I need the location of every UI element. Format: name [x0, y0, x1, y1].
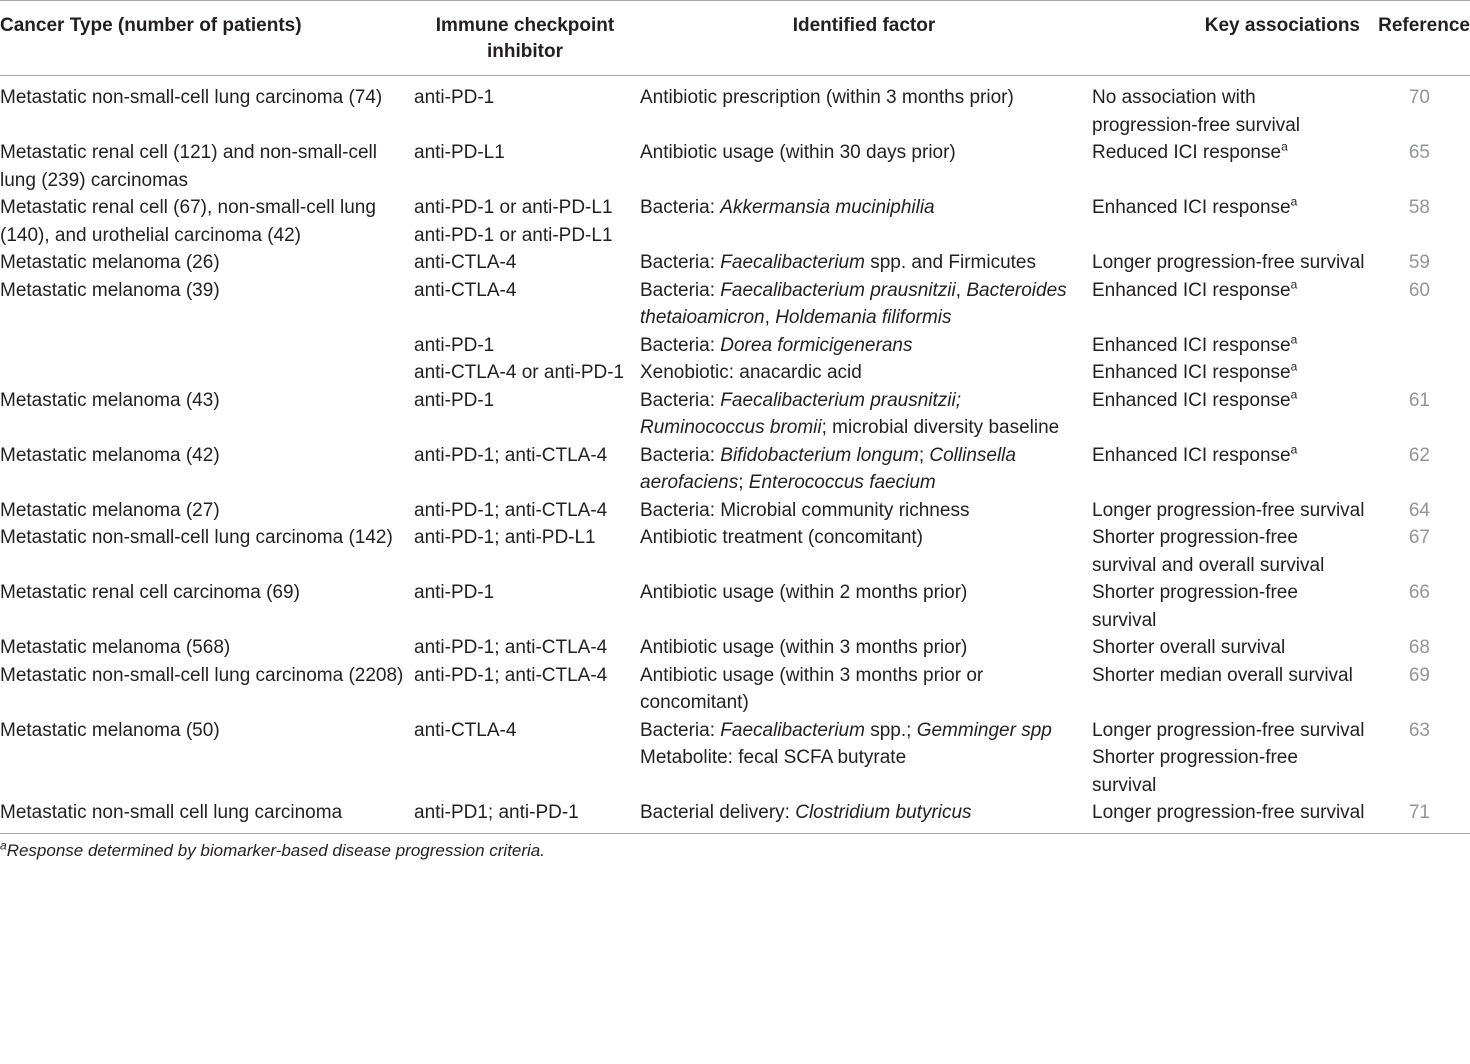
footnote-marker: a: [1290, 442, 1298, 457]
factor-species: Faecalibacterium: [720, 719, 865, 741]
header-inhibitor: Immune checkpoint inhibitor: [410, 1, 636, 76]
cell-reference: 59: [1408, 252, 1430, 273]
cell-factor: [636, 277, 1088, 332]
table-row: [0, 359, 1470, 387]
cell-reference: 68: [1408, 637, 1430, 658]
factor-suffix: spp. and Firmicutes: [864, 252, 1037, 273]
factor-species: Clostridium butyricus: [795, 802, 972, 823]
factor-species: Holdemania filiformis: [775, 307, 952, 328]
table-row: [0, 332, 1470, 360]
cell-cancer-type: Metastatic renal cell (67), non-small-cell lung (140), and urothelial carcinoma (42): [0, 197, 376, 246]
cell-inhibitor: anti-PD-1: [414, 582, 495, 603]
factor-suffix: ; microbial diversity baseline: [821, 417, 1060, 438]
association-text: Enhanced ICI response: [1092, 279, 1291, 301]
cell-association: [1088, 359, 1366, 387]
header-reference: Reference: [1366, 1, 1470, 76]
factor-separator: spp.;: [864, 719, 917, 741]
table-row: [0, 76, 1470, 140]
factor-prefix: Bacteria:: [640, 334, 721, 356]
cell-association: [1088, 332, 1366, 360]
cell-reference: 60: [1408, 279, 1430, 301]
factor-species: Enterococcus faecium: [748, 472, 936, 493]
factor-species: Faecalibacterium prausnitzii;: [720, 389, 962, 411]
factor-prefix: Bacteria:: [640, 252, 721, 273]
cell-cancer-type: [0, 332, 410, 360]
cell-association: Shorter median overall survival: [1092, 664, 1353, 686]
table-row: [0, 194, 1470, 249]
cell-factor: Antibiotic usage (within 3 months prior or concomitant): [640, 664, 984, 713]
table-row: [0, 662, 1470, 717]
cell-factor: Antibiotic treatment (concomitant): [640, 527, 924, 548]
factor-prefix: Bacterial delivery:: [640, 802, 796, 823]
association-text: Enhanced ICI response: [1092, 197, 1291, 218]
cell-reference: 58: [1408, 197, 1430, 218]
cell-factor: [636, 387, 1088, 442]
cell-cancer-type: Metastatic non-small cell lung carcinoma: [0, 799, 410, 833]
factor-species: Faecalibacterium prausnitzii: [720, 279, 956, 301]
cell-factor: [636, 717, 1088, 745]
cell-factor: Antibiotic usage (within 3 months prior): [640, 637, 968, 658]
cell-inhibitor: anti-PD-1; anti-CTLA-4: [414, 637, 608, 658]
cell-association: Shorter progression-free survival and overall survival: [1092, 527, 1325, 576]
cell-cancer-type: Metastatic non-small-cell lung carcinoma (142): [0, 527, 393, 548]
factor-species: Bacteroides thetaioamicron: [640, 279, 1067, 328]
cell-cancer-type: Metastatic melanoma (27): [0, 499, 220, 521]
cell-inhibitor: anti-PD-1: [414, 334, 495, 356]
cell-inhibitor: [410, 194, 636, 249]
table-row: [0, 634, 1470, 662]
factor-prefix: Bacteria:: [640, 719, 721, 741]
cell-reference: [1366, 744, 1470, 799]
footnote-marker: a: [0, 837, 7, 852]
cell-association: [1088, 277, 1366, 332]
factor-prefix: Bacteria:: [640, 197, 721, 218]
table-row: [0, 277, 1470, 332]
cell-cancer-type: Metastatic non-small-cell lung carcinoma (74): [0, 87, 383, 108]
factor-separator: ,: [955, 279, 967, 301]
cell-inhibitor: anti-PD-1; anti-CTLA-4: [414, 499, 608, 521]
factor-species: Bifidobacterium longum: [720, 444, 919, 466]
table-row: [0, 387, 1470, 442]
association-text: Enhanced ICI response: [1092, 334, 1291, 356]
cell-association: Longer progression-free survival: [1092, 499, 1365, 521]
cell-association: Shorter progression-free survival: [1092, 582, 1298, 631]
footnote-text: Response determined by biomarker-based disease progression criteria.: [6, 840, 545, 860]
table-row: [0, 744, 1470, 799]
association-text: Enhanced ICI response: [1092, 389, 1291, 411]
footnote-marker: a: [1290, 194, 1298, 209]
cell-cancer-type: Metastatic melanoma (26): [0, 252, 220, 273]
cell-association: [1088, 442, 1366, 497]
factor-species: Collinsella aerofaciens: [640, 444, 1016, 493]
cell-cancer-type: [0, 744, 410, 799]
cell-reference: 65: [1408, 142, 1430, 163]
footnote-marker: a: [1290, 387, 1298, 402]
factor-prefix: Bacteria:: [640, 279, 721, 301]
cell-inhibitor: anti-CTLA-4: [414, 252, 517, 273]
cell-cancer-type: Metastatic renal cell carcinoma (69): [0, 582, 300, 603]
cell-factor: Bacteria: Microbial community richness: [640, 499, 970, 521]
header-cancer-type: Cancer Type (number of patients): [0, 1, 410, 76]
footnote-marker: a: [1290, 332, 1298, 347]
cell-association: Shorter overall survival: [1092, 637, 1286, 658]
table-row: [0, 799, 1470, 833]
inhibitor-line: anti-PD-1 or anti-PD-L1: [414, 197, 613, 218]
cell-inhibitor: anti-PD-1: [414, 389, 495, 411]
cell-association: Longer progression-free survival: [1092, 252, 1365, 273]
cell-factor: [636, 249, 1088, 277]
table-row: [0, 524, 1470, 579]
cell-reference: 62: [1408, 444, 1430, 466]
table-row: [0, 717, 1470, 745]
cell-factor: [636, 194, 1088, 249]
cell-cancer-type: Metastatic melanoma (568): [0, 637, 231, 658]
footnote-marker: a: [1290, 359, 1298, 374]
cell-inhibitor: anti-PD-1: [414, 87, 495, 108]
table-row: [0, 139, 1470, 194]
factor-species: Gemminger spp: [916, 719, 1052, 741]
cell-factor: Antibiotic prescription (within 3 months prior): [640, 87, 1014, 108]
cell-association: Shorter progression-free survival: [1092, 747, 1298, 796]
factor-separator: ,: [764, 307, 776, 328]
header-associations: Key associations: [1088, 1, 1366, 76]
association-text: Enhanced ICI response: [1092, 444, 1291, 466]
cell-reference: 69: [1408, 664, 1430, 686]
cell-reference: 66: [1408, 582, 1430, 603]
cell-factor: [636, 442, 1088, 497]
cell-reference: 61: [1408, 389, 1430, 411]
cell-reference: 67: [1408, 527, 1430, 548]
cell-reference: [1366, 332, 1470, 360]
table-row: [0, 497, 1470, 525]
factor-species: Ruminococcus bromii: [640, 417, 822, 438]
cell-cancer-type: Metastatic renal cell (121) and non-small-cell lung (239) carcinomas: [0, 142, 377, 191]
cell-cancer-type: Metastatic melanoma (50): [0, 719, 220, 741]
cell-association: No association with progression-free survival: [1092, 87, 1301, 136]
cell-association: [1088, 194, 1366, 249]
inhibitor-line: anti-PD-1 or anti-PD-L1: [414, 224, 613, 246]
cell-cancer-type: Metastatic non-small-cell lung carcinoma (2208): [0, 664, 404, 686]
cell-factor: [636, 799, 1088, 833]
factor-prefix: Bacteria:: [640, 389, 721, 411]
cell-inhibitor: anti-CTLA-4: [414, 719, 517, 741]
factor-species: Akkermansia muciniphilia: [720, 197, 935, 218]
footnote-marker: a: [1290, 277, 1298, 292]
cell-inhibitor: anti-PD1; anti-PD-1: [410, 799, 636, 833]
cell-cancer-type: Metastatic melanoma (39): [0, 279, 220, 301]
cell-inhibitor: anti-PD-L1: [414, 142, 505, 163]
association-text: Reduced ICI response: [1092, 142, 1282, 163]
cell-factor: [636, 332, 1088, 360]
header-factor: Identified factor: [636, 1, 1088, 76]
cell-factor: Antibiotic usage (within 30 days prior): [640, 142, 956, 163]
factor-separator: ;: [918, 444, 930, 466]
cell-association: Longer progression-free survival: [1088, 799, 1366, 833]
table-row: [0, 442, 1470, 497]
cell-cancer-type: Metastatic melanoma (42): [0, 444, 220, 466]
cell-inhibitor: anti-CTLA-4 or anti-PD-1: [414, 362, 625, 383]
factor-species: Dorea formicigenerans: [720, 334, 913, 356]
cell-inhibitor: [410, 744, 636, 799]
cell-cancer-type: [0, 359, 410, 387]
cell-reference: 70: [1408, 87, 1430, 108]
cell-association: [1088, 139, 1366, 194]
cell-inhibitor: anti-PD-1; anti-PD-L1: [414, 527, 596, 548]
factor-prefix: Bacteria:: [640, 444, 721, 466]
table-row: [0, 579, 1470, 634]
cell-factor: Metabolite: fecal SCFA butyrate: [640, 747, 907, 768]
cell-association: Longer progression-free survival: [1092, 719, 1365, 741]
cell-reference: 64: [1408, 499, 1430, 521]
cell-factor: Xenobiotic: anacardic acid: [640, 362, 862, 383]
cell-reference: 71: [1366, 799, 1470, 833]
cell-inhibitor: anti-PD-1; anti-CTLA-4: [414, 444, 608, 466]
cell-inhibitor: anti-PD-1; anti-CTLA-4: [414, 664, 608, 686]
header-row: [0, 1, 1470, 76]
factor-separator: ;: [738, 472, 749, 493]
cell-reference: [1366, 359, 1470, 387]
cell-factor: Antibiotic usage (within 2 months prior): [640, 582, 968, 603]
table-row: [0, 249, 1470, 277]
cell-inhibitor: anti-CTLA-4: [414, 279, 517, 301]
factor-species: Faecalibacterium: [720, 252, 865, 273]
table-footnote: [0, 837, 1460, 862]
cell-cancer-type: Metastatic melanoma (43): [0, 389, 220, 411]
cell-reference: 63: [1408, 719, 1430, 741]
association-text: Enhanced ICI response: [1092, 362, 1291, 383]
cell-association: [1088, 387, 1366, 442]
footnote-marker: a: [1281, 139, 1288, 154]
